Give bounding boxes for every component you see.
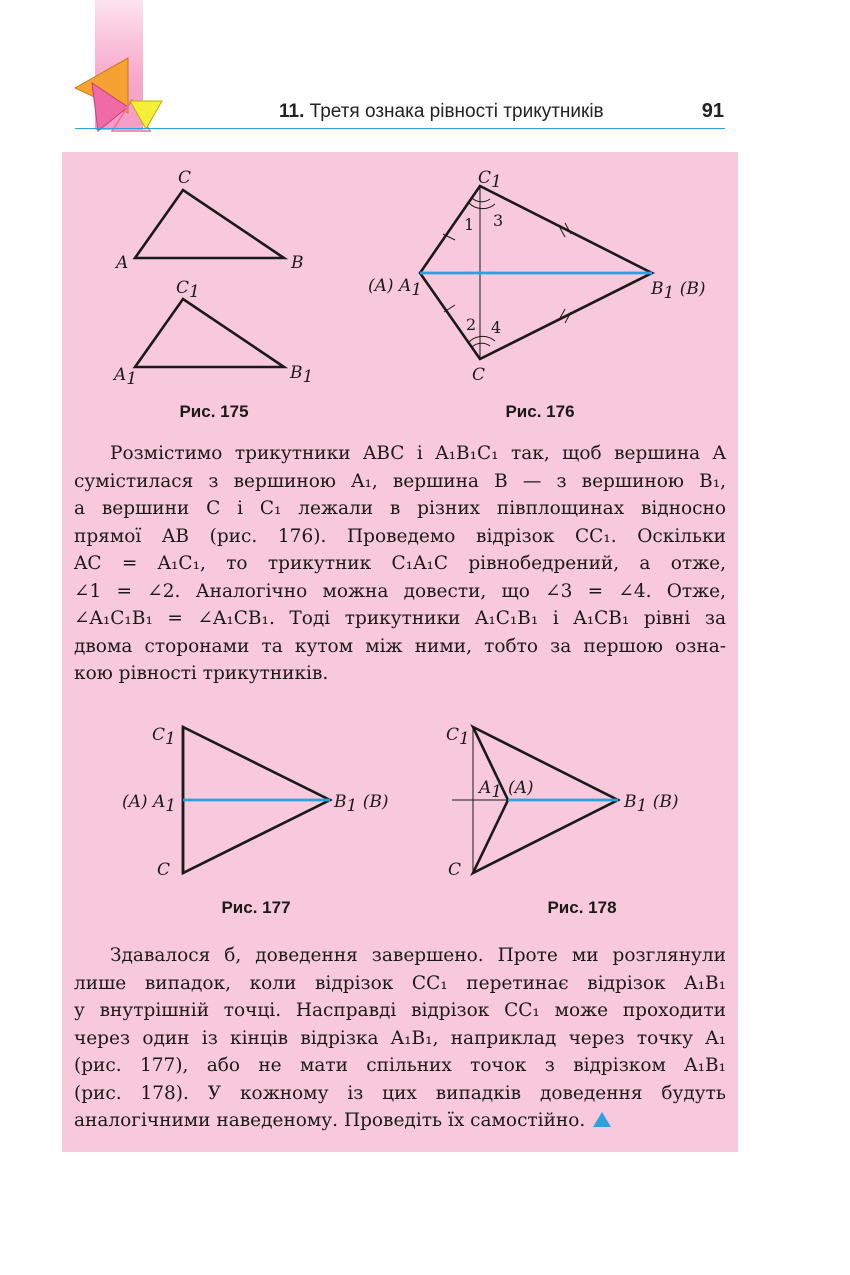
- logo-yellow-triangle: [130, 101, 162, 129]
- label-c1: C1: [446, 725, 470, 749]
- label-b1-b: B1 (B): [651, 279, 706, 303]
- label-a1: A1: [479, 778, 503, 802]
- triangles-logo-icon: [70, 55, 170, 135]
- label-c: C: [178, 168, 192, 188]
- paragraph-line: прямої AB (рис. 176). Проведемо відрізок CC₁. Оскільки: [74, 525, 726, 547]
- caption-fig176: Рис. 176: [505, 402, 575, 421]
- paragraph-line: лише випадок, коли відрізок CC₁ перетинає відрізок A₁B₁: [74, 972, 726, 994]
- label-a: A: [116, 253, 129, 273]
- angle-arc-top: [472, 198, 490, 202]
- triangle-a1b1c1: [135, 299, 284, 367]
- label-b1: B1: [290, 363, 314, 387]
- caption-fig175: Рис. 175: [179, 402, 249, 421]
- paragraph-line: ∠1 = ∠2. Аналогічно можна довести, що ∠3 = ∠4. Отже,: [74, 580, 726, 602]
- triangle-abc: [135, 190, 284, 258]
- caption-fig177: Рис. 177: [221, 898, 291, 917]
- angle-arc-bottom: [472, 343, 490, 347]
- paragraph-line: (рис. 178). У кожному із цих випадків доведення будуть: [74, 1082, 726, 1104]
- header-rule: [75, 128, 725, 129]
- angle-arc-bottom-2: [469, 336, 495, 342]
- label-c1: C1: [152, 725, 176, 749]
- label-b1-b: B1 (B): [334, 792, 389, 816]
- paragraph-line: кою рівності трикутників.: [74, 663, 329, 684]
- figure-176: [360, 160, 720, 390]
- label-c: C: [157, 860, 171, 880]
- figure-175: [100, 160, 340, 390]
- chapter-title: Третя ознака рівності трикутників: [309, 101, 604, 122]
- label-c: C: [472, 365, 486, 385]
- angle-1: 1: [464, 215, 475, 234]
- paragraph-line-last: [74, 1107, 726, 1135]
- paragraph-line: у внутрішній точці. Насправді відрізок CC₁ може проходити: [74, 1000, 726, 1021]
- page-number: 91: [701, 100, 724, 122]
- caption-fig178: Рис. 178: [547, 898, 617, 917]
- label-b1-b: B1 (B): [624, 792, 679, 816]
- figure-178: [440, 715, 720, 895]
- paragraph-line: а вершини C і C₁ лежали в різних півплощинах відносно: [74, 498, 726, 519]
- paragraph-line: через один із кінців відрізка A₁B₁, наприклад через точку A₁: [74, 1027, 726, 1049]
- end-of-proof-triangle-icon: [593, 1112, 611, 1127]
- label-b: B: [291, 253, 304, 273]
- running-header: [279, 101, 604, 123]
- label-a1-a: (A) A1: [368, 276, 423, 300]
- label-c1: C1: [176, 278, 200, 302]
- paragraph-line: Розмістимо трикутники ABC і A₁B₁C₁ так, щоб вершина A: [110, 443, 726, 464]
- label-c1: C1: [478, 168, 502, 192]
- paragraph-line: ∠A₁C₁B₁ = ∠A₁CB₁. Тоді трикутники A₁C₁B₁ і A₁CB₁ рівні за: [74, 608, 726, 629]
- angle-3: 3: [493, 211, 504, 230]
- chapter-number: 11.: [279, 101, 305, 122]
- paragraph-1: [74, 440, 726, 688]
- angle-4: 4: [491, 318, 502, 337]
- label-a1: A1: [114, 365, 138, 389]
- paragraph-line: двома сторонами та кутом між ними, тобто за першою озна-: [74, 635, 726, 657]
- label-a: (A): [508, 778, 534, 798]
- label-c: C: [448, 860, 462, 880]
- paragraph-2: [74, 942, 726, 1135]
- paragraph-line: Здавалося б, доведення завершено. Проте ми розглянули: [110, 945, 726, 966]
- paragraph-line: (рис. 177), або не мати спільних точок з відрізком A₁B₁: [74, 1055, 726, 1076]
- paragraph-line: сумістилася з вершиною A₁, вершина B — з вершиною B₁,: [74, 470, 726, 492]
- paragraph-last-text: аналогічними наведеному. Проведіть їх самостійно.: [74, 1110, 586, 1131]
- label-a1-a: (A) A1: [122, 792, 177, 816]
- angle-2: 2: [466, 315, 477, 334]
- figure-177: [110, 715, 410, 895]
- angle-arc-top-2: [469, 203, 495, 209]
- paragraph-line: AC = A₁C₁, то трикутник C₁A₁C рівнобедрений, а отже,: [74, 553, 726, 574]
